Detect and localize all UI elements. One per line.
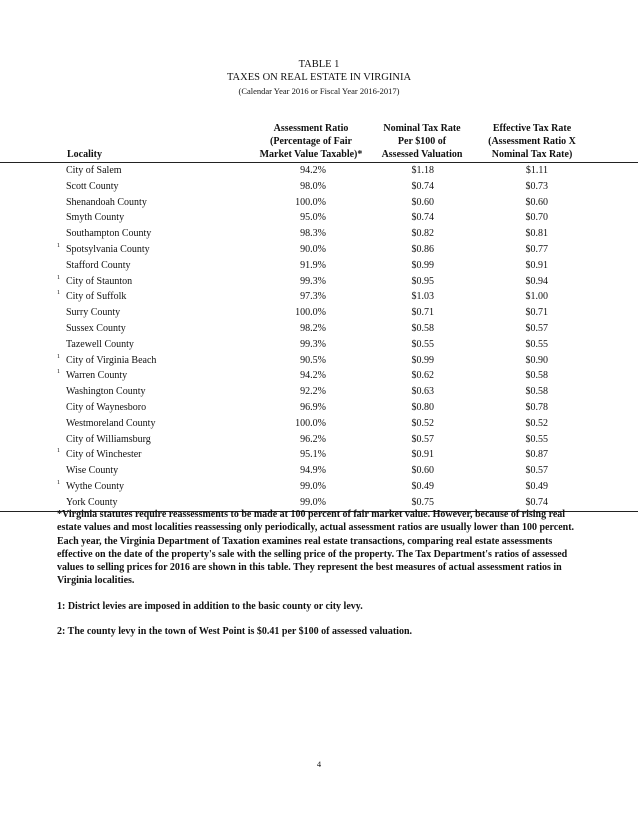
cell-effective-rate: $0.81 — [525, 228, 548, 240]
cell-nominal-rate: $0.74 — [411, 212, 434, 224]
cell-nominal-rate: $0.62 — [411, 370, 434, 382]
cell-nominal-rate: $0.95 — [411, 275, 434, 287]
footnote-1: 1: District levies are imposed in addition to the basic county or city levy. — [57, 600, 363, 612]
cell-locality: Wythe County — [66, 480, 125, 492]
cell-locality: Spotsylvania County — [66, 243, 150, 255]
cell-locality: Warren County — [66, 370, 128, 382]
cell-locality: City of Waynesboro — [66, 401, 147, 413]
cell-assessment-ratio: 94.2% — [300, 165, 326, 176]
cell-assessment-ratio: 94.2% — [300, 370, 326, 382]
cell-nominal-rate: $1.03 — [411, 291, 434, 303]
table-row — [0, 416, 638, 432]
cell-nominal-rate: $0.55 — [411, 338, 434, 350]
cell-assessment-ratio: 95.0% — [300, 212, 326, 224]
cell-assessment-ratio: 99.3% — [300, 338, 326, 350]
cell-assessment-ratio: 99.0% — [300, 496, 326, 508]
cell-effective-rate: $0.57 — [525, 465, 548, 477]
table-header — [0, 120, 638, 162]
footnote-marker: 1 — [57, 290, 60, 297]
cell-effective-rate: $0.74 — [525, 496, 548, 508]
cell-assessment-ratio: 90.0% — [300, 243, 326, 255]
cell-nominal-rate: $0.99 — [411, 354, 434, 366]
cell-assessment-ratio: 98.2% — [300, 322, 326, 334]
table-row — [0, 162, 638, 179]
cell-assessment-ratio: 96.9% — [300, 401, 326, 413]
table-row — [0, 242, 638, 258]
table-row — [0, 432, 638, 448]
table-row — [0, 210, 638, 226]
table-row — [0, 321, 638, 337]
cell-locality: City of Virginia Beach — [66, 354, 157, 366]
table-row — [0, 289, 638, 305]
cell-nominal-rate: $0.74 — [411, 180, 434, 192]
header-assessment-ratio: Assessment Ratio (Percentage of Fair Market Value Taxable)* — [259, 123, 363, 160]
title-block — [0, 58, 638, 97]
cell-effective-rate: $0.49 — [525, 480, 548, 492]
cell-nominal-rate: $0.82 — [411, 228, 434, 240]
table-row — [0, 368, 638, 384]
cell-effective-rate: $0.71 — [525, 307, 548, 319]
cell-locality: City of Suffolk — [66, 291, 127, 303]
footnote-2: 2: The county levy in the town of West Point is $0.41 per $100 of assessed valuation. — [57, 626, 413, 638]
cell-assessment-ratio: 94.9% — [300, 465, 326, 477]
cell-locality: Smyth County — [66, 212, 125, 224]
cell-assessment-ratio: 100.0% — [295, 196, 326, 208]
table-row — [0, 274, 638, 290]
cell-effective-rate: $1.11 — [525, 165, 548, 176]
cell-nominal-rate: $0.63 — [411, 386, 434, 398]
cell-locality: Tazewell County — [66, 338, 134, 350]
cell-nominal-rate: $0.57 — [411, 433, 434, 445]
cell-effective-rate: $0.91 — [525, 259, 548, 271]
footnotes — [57, 508, 587, 650]
cell-assessment-ratio: 91.9% — [300, 259, 326, 271]
footnote-marker: 1 — [57, 448, 60, 455]
table-title: TABLE 1 — [298, 59, 340, 70]
cell-locality: City of Williamsburg — [66, 433, 151, 445]
cell-effective-rate: $0.57 — [525, 322, 548, 334]
cell-effective-rate: $0.55 — [525, 433, 548, 445]
table-row — [0, 337, 638, 353]
page-number: 4 — [316, 759, 322, 769]
table-body — [0, 162, 638, 512]
table-row — [0, 447, 638, 463]
cell-assessment-ratio: 99.0% — [300, 480, 326, 492]
cell-nominal-rate: $0.75 — [411, 496, 434, 508]
cell-effective-rate: $0.73 — [525, 180, 548, 192]
cell-locality: Westmoreland County — [66, 417, 156, 429]
table-row — [0, 179, 638, 195]
cell-assessment-ratio: 99.3% — [300, 275, 326, 287]
cell-nominal-rate: $0.58 — [411, 322, 434, 334]
cell-effective-rate: $0.55 — [525, 338, 548, 350]
cell-effective-rate: $0.90 — [525, 354, 548, 366]
cell-assessment-ratio: 100.0% — [295, 307, 326, 319]
table-row — [0, 226, 638, 242]
table-period: (Calendar Year 2016 or Fiscal Year 2016-2017) — [238, 86, 400, 96]
cell-assessment-ratio: 90.5% — [300, 354, 326, 366]
header-effective-rate: Effective Tax Rate (Assessment Ratio X Nominal Tax Rate) — [488, 123, 576, 160]
cell-nominal-rate: $1.18 — [411, 165, 434, 176]
cell-effective-rate: $0.70 — [525, 212, 548, 224]
table-row — [0, 305, 638, 321]
cell-nominal-rate: $0.49 — [411, 480, 434, 492]
cell-locality: Southampton County — [66, 228, 152, 240]
footnote-marker: 1 — [57, 479, 60, 486]
cell-effective-rate: $0.52 — [525, 417, 548, 429]
cell-nominal-rate: $0.52 — [411, 417, 434, 429]
table-row — [0, 479, 638, 495]
cell-nominal-rate: $0.91 — [411, 449, 434, 461]
cell-effective-rate: $0.77 — [525, 243, 548, 255]
cell-assessment-ratio: 97.3% — [300, 291, 326, 303]
cell-nominal-rate: $0.60 — [411, 465, 434, 477]
cell-nominal-rate: $0.71 — [411, 307, 434, 319]
cell-locality: City of Winchester — [66, 449, 142, 461]
cell-nominal-rate: $0.86 — [411, 243, 434, 255]
cell-locality: City of Salem — [66, 165, 122, 176]
footnote-marker: 1 — [57, 274, 60, 281]
cell-assessment-ratio: 96.2% — [300, 433, 326, 445]
table-row — [0, 384, 638, 400]
cell-locality: Washington County — [66, 386, 146, 398]
footnote-marker: 1 — [57, 242, 60, 249]
cell-effective-rate: $1.00 — [525, 291, 548, 303]
table-row — [0, 400, 638, 416]
cell-locality: City of Staunton — [66, 275, 133, 287]
cell-locality: Scott County — [66, 180, 119, 192]
cell-locality: Sussex County — [66, 322, 126, 334]
header-locality: Locality — [67, 149, 102, 160]
cell-assessment-ratio: 98.3% — [300, 228, 326, 240]
cell-nominal-rate: $0.80 — [411, 401, 434, 413]
footnote-asterisk: *Virginia statutes require reassessments to be made at 100 percent of fair market value. However, because of rising real estate values and most localities reassessing only periodically, actual assessment ratios are usually lower than 100 percent. Each year, the Virginia Department of Taxation examines real estate transactions, comparing real estate assessments effective on the date of the property's sale with the selling price of the property. The Tax Department's ratios of assessed values to selling prices for 2016 are shown in this table. They represent the best measures of actual assessment ratios in Virginia localities. — [57, 509, 575, 587]
cell-effective-rate: $0.87 — [525, 449, 548, 461]
table-subtitle: TAXES ON REAL ESTATE IN VIRGINIA — [226, 72, 412, 83]
header-nominal-rate: Nominal Tax Rate Per $100 of Assessed Valuation — [381, 123, 463, 160]
cell-assessment-ratio: 100.0% — [295, 417, 326, 429]
cell-assessment-ratio: 95.1% — [300, 449, 326, 461]
cell-effective-rate: $0.60 — [525, 196, 548, 208]
cell-locality: Surry County — [66, 307, 121, 319]
cell-nominal-rate: $0.60 — [411, 196, 434, 208]
cell-effective-rate: $0.78 — [525, 401, 548, 413]
table-row — [0, 463, 638, 479]
cell-locality: York County — [66, 496, 118, 508]
cell-locality: Stafford County — [66, 259, 131, 271]
table-row — [0, 195, 638, 211]
cell-locality: Wise County — [66, 465, 119, 477]
cell-assessment-ratio: 92.2% — [300, 386, 326, 398]
footnote-marker: 1 — [57, 353, 60, 360]
footnote-marker: 1 — [57, 369, 60, 376]
cell-effective-rate: $0.94 — [525, 275, 548, 287]
cell-assessment-ratio: 98.0% — [300, 180, 326, 192]
cell-effective-rate: $0.58 — [525, 370, 548, 382]
table-row — [0, 353, 638, 369]
cell-effective-rate: $0.58 — [525, 386, 548, 398]
cell-nominal-rate: $0.99 — [411, 259, 434, 271]
cell-locality: Shenandoah County — [66, 196, 147, 208]
table-row — [0, 258, 638, 274]
